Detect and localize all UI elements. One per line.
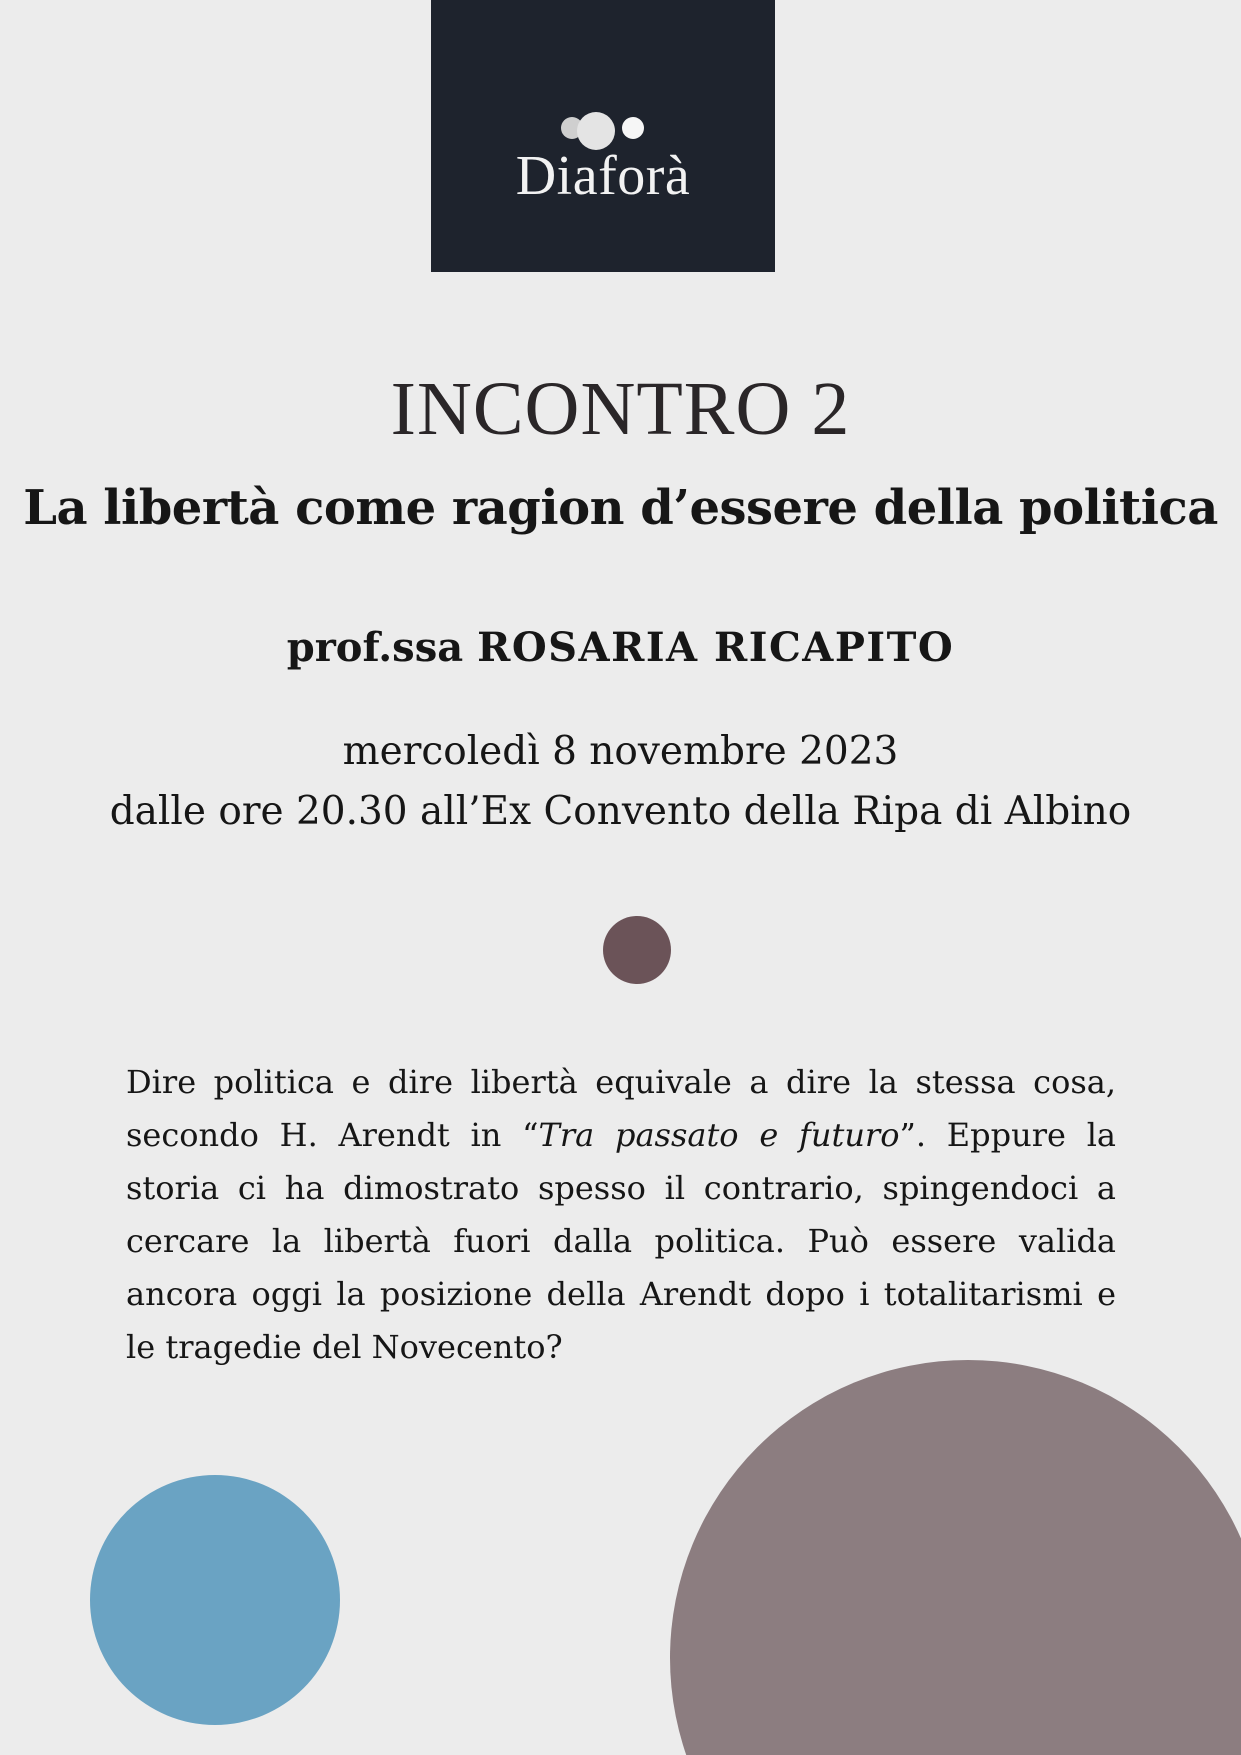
small-dot-icon bbox=[603, 916, 671, 984]
logo-dots-icon bbox=[431, 0, 775, 272]
event-description bbox=[126, 1056, 1116, 1374]
book-title: Tra passato e futuro bbox=[538, 1116, 900, 1154]
event-number: INCONTRO 2 bbox=[390, 366, 851, 451]
speaker-name: ROSARIA RICAPITO bbox=[477, 624, 955, 671]
speaker bbox=[0, 624, 1241, 671]
event-venue: dalle ore 20.30 all’Ex Convento della Ripa di Albino bbox=[109, 789, 1132, 834]
event-title: La libertà come ragion d’essere della politica bbox=[23, 480, 1218, 536]
mauve-circle-icon bbox=[670, 1360, 1241, 1755]
event-date: mercoledì 8 novembre 2023 bbox=[342, 729, 899, 774]
blue-circle-icon bbox=[90, 1475, 340, 1725]
speaker-prefix: prof.ssa bbox=[286, 624, 464, 671]
description-paragraph bbox=[126, 1056, 1116, 1374]
logo-wordmark: Diaforà bbox=[515, 145, 691, 207]
description-text-end: ”. Eppure la storia ci ha dimostrato spesso il contrario, spingendoci a cercare la libertà fuori dalla politica. Può essere valida ancora oggi la posizione della Arendt dopo i totalitarismi e le tragedie del Novecento? bbox=[126, 1116, 1116, 1366]
description-text-start: Dire politica e dire libertà equivale a dire la stessa cosa, secondo H. Arendt in “ bbox=[126, 1063, 1116, 1154]
logo-block bbox=[431, 0, 775, 272]
